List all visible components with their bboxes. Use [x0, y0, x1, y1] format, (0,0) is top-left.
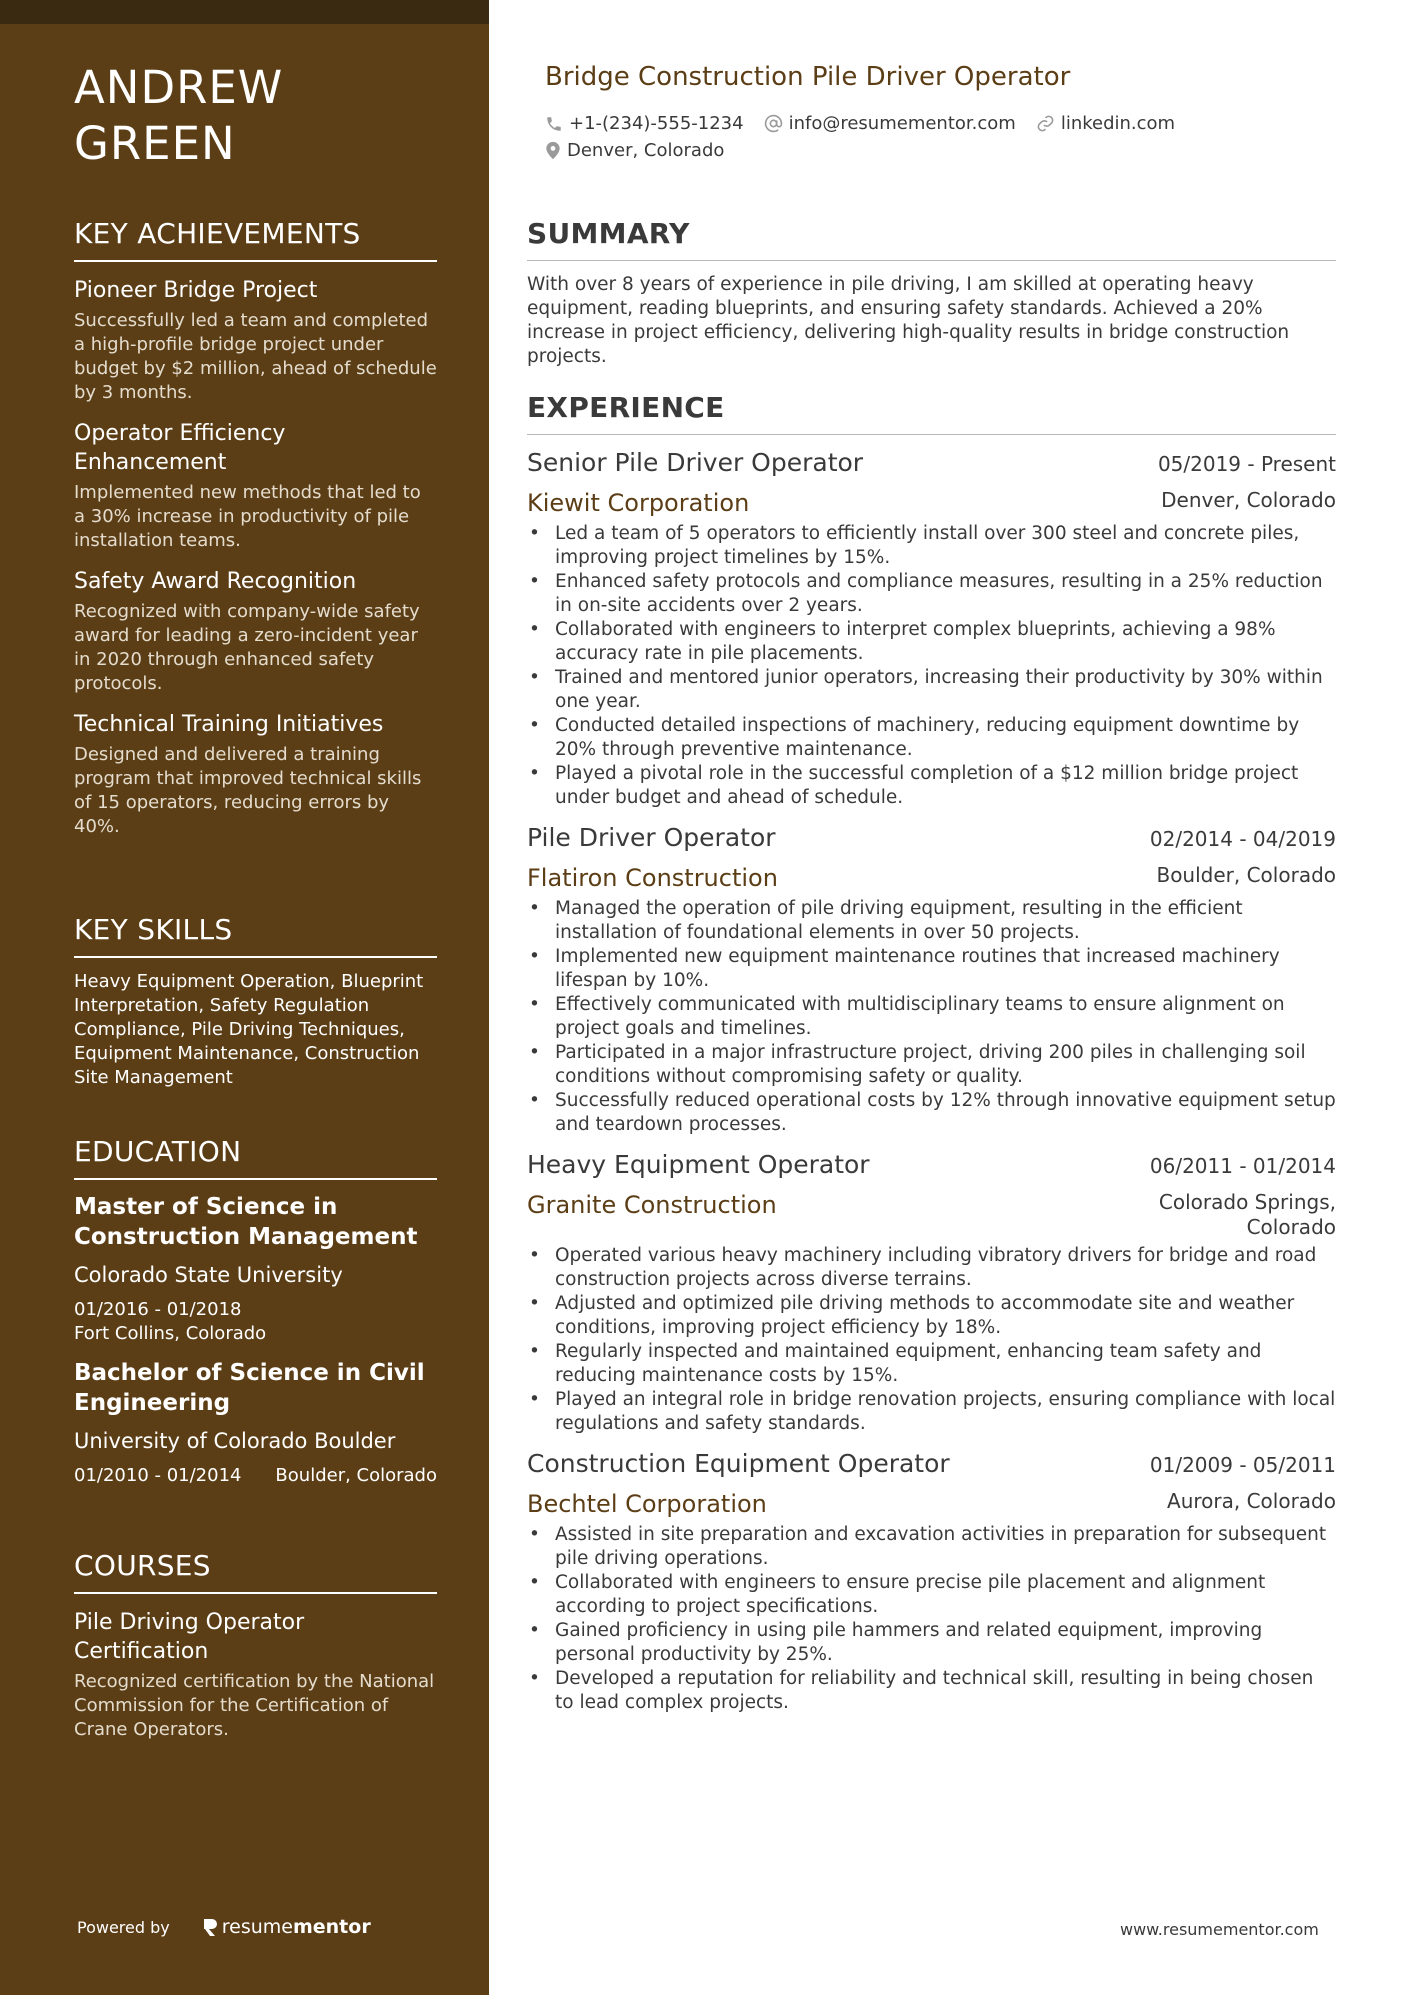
- job-company: Bechtel Corporation: [527, 1490, 767, 1518]
- job-bullets: [527, 897, 1336, 1137]
- experience-section: [527, 390, 1336, 1715]
- job-entry: [527, 1149, 1336, 1436]
- job-location: Colorado Springs, Colorado: [1158, 1190, 1336, 1239]
- achievement-title: Safety Award Recognition: [74, 569, 357, 594]
- job-role: Pile Driver Operator: [527, 823, 776, 852]
- job-bullet: • Played a pivotal role in the successful completion of a $12 million bridge project under budget and ahead of schedule.: [527, 762, 1336, 810]
- job-bullets: [527, 522, 1336, 810]
- job-bullets: [527, 1523, 1336, 1715]
- education-section: [74, 1134, 437, 1488]
- achievement-title: Operator Efficiency Enhancement: [74, 421, 286, 475]
- job-bullet: • Assisted in site preparation and excavation activities in preparation for subsequent pile driving operations.: [527, 1523, 1336, 1571]
- summary-section: [527, 216, 1336, 369]
- job-bullet: • Effectively communicated with multidisciplinary teams to ensure alignment on project goals and timelines.: [527, 993, 1336, 1041]
- achievement-item: [74, 276, 437, 405]
- skills-list: Heavy Equipment Operation, Blueprint Interpretation, Safety Regulation Compliance, Pile Driving Techniques, Equipment Maintenance, Construction Site Management: [74, 971, 424, 1088]
- education-location: Fort Collins, Colorado: [74, 1323, 267, 1344]
- phone-icon: [545, 115, 563, 133]
- job-dates: 06/2011 - 01/2014: [1149, 1154, 1336, 1178]
- job-role: Senior Pile Driver Operator: [527, 448, 864, 477]
- education-item: [74, 1192, 437, 1346]
- job-location: Denver, Colorado: [1161, 488, 1336, 512]
- education-dates: 01/2016 - 01/2018: [74, 1299, 242, 1320]
- achievement-description: Designed and delivered a training program that improved technical skills of 15 operators, reducing errors by 40%.: [74, 744, 422, 837]
- job-company: Flatiron Construction: [527, 864, 778, 892]
- education-meta: [74, 1464, 437, 1488]
- education-degree: Master of Science in Construction Management: [74, 1194, 418, 1250]
- job-bullet: • Played an integral role in bridge renovation projects, ensuring compliance with local regulations and safety standards.: [527, 1388, 1336, 1436]
- sidebar-top-bar: [0, 0, 489, 24]
- achievement-item: [74, 419, 437, 553]
- location-text: Denver, Colorado: [567, 140, 725, 161]
- education-heading: EDUCATION: [74, 1134, 437, 1180]
- job-subheader: [527, 863, 1336, 893]
- education-location: Boulder, Colorado: [275, 1465, 437, 1486]
- job-bullet: • Implemented new equipment maintenance routines that increased machinery lifespan by 10%.: [527, 945, 1336, 993]
- courses-section: [74, 1548, 437, 1742]
- achievements-section: [74, 216, 437, 839]
- achievement-description: Recognized with company-wide safety award for leading a zero-incident year in 2020 through enhanced safety protocols.: [74, 601, 420, 694]
- powered-by-label: Powered by: [77, 1917, 170, 1937]
- job-bullet: • Gained proficiency in using pile hammers and related equipment, improving personal productivity by 25%.: [527, 1619, 1336, 1667]
- job-dates: 02/2014 - 04/2019: [1149, 827, 1336, 851]
- brand-name-bold: mentor: [292, 1916, 371, 1938]
- job-company: Kiewit Corporation: [527, 489, 750, 517]
- job-dates: 05/2019 - Present: [1157, 452, 1336, 476]
- education-school: University of Colorado Boulder: [74, 1429, 396, 1453]
- job-bullet: • Operated various heavy machinery including vibratory drivers for bridge and road construction projects across diverse terrains.: [527, 1244, 1336, 1292]
- link-icon: [1036, 114, 1055, 133]
- job-bullet: • Adjusted and optimized pile driving methods to accommodate site and weather conditions, improving project efficiency by 18%.: [527, 1292, 1336, 1340]
- courses-heading: COURSES: [74, 1548, 437, 1594]
- job-bullet: • Collaborated with engineers to ensure precise pile placement and alignment according to project specifications.: [527, 1571, 1336, 1619]
- contact-location: [545, 140, 724, 161]
- education-item: [74, 1358, 437, 1488]
- linkedin-text: linkedin.com: [1060, 113, 1176, 134]
- contact-email[interactable]: [764, 113, 1016, 134]
- job-entry: [527, 447, 1336, 810]
- brand-name-regular: resume: [221, 1916, 293, 1938]
- achievements-heading: KEY ACHIEVEMENTS: [74, 216, 437, 262]
- education-degree: Bachelor of Science in Civil Engineering: [74, 1360, 425, 1416]
- job-bullet: • Regularly inspected and maintained equipment, enhancing team safety and reducing maintenance costs by 15%.: [527, 1340, 1336, 1388]
- job-role: Construction Equipment Operator: [527, 1449, 950, 1478]
- job-bullet: • Led a team of 5 operators to efficiently install over 300 steel and concrete piles, improving project timelines by 15%.: [527, 522, 1336, 570]
- course-title: Pile Driving Operator Certification: [74, 1610, 305, 1664]
- job-role: Heavy Equipment Operator: [527, 1150, 870, 1179]
- job-bullet: • Conducted detailed inspections of machinery, reducing equipment downtime by 20% through preventive maintenance.: [527, 714, 1336, 762]
- experience-heading: EXPERIENCE: [527, 390, 1336, 435]
- job-dates: 01/2009 - 05/2011: [1149, 1453, 1336, 1477]
- achievement-title: Technical Training Initiatives: [74, 712, 384, 737]
- job-bullet: • Participated in a major infrastructure project, driving 200 piles in challenging soil conditions without compromising safety or quality.: [527, 1041, 1336, 1089]
- sidebar: [0, 0, 489, 1995]
- contact-linkedin[interactable]: [1036, 113, 1175, 134]
- education-dates: 01/2010 - 01/2014: [74, 1465, 242, 1486]
- course-item: [74, 1608, 437, 1742]
- job-bullet: • Trained and mentored junior operators, increasing their productivity by 30% within one year.: [527, 666, 1336, 714]
- contact-row-1: [545, 113, 1195, 134]
- job-bullet: • Managed the operation of pile driving equipment, resulting in the efficient installation of foundational elements in over 50 projects.: [527, 897, 1336, 945]
- phone-text: +1-(234)-555-1234: [569, 113, 744, 134]
- powered-by: [77, 1916, 371, 1938]
- job-header: [527, 1448, 1336, 1481]
- job-location: Boulder, Colorado: [1156, 863, 1336, 887]
- candidate-name: ANDREW GREEN: [74, 61, 284, 170]
- map-pin-icon: [545, 141, 561, 160]
- resumementor-logo-icon: [202, 1917, 218, 1937]
- job-subheader: [527, 488, 1336, 518]
- achievement-title: Pioneer Bridge Project: [74, 278, 318, 303]
- contact-row-2: [545, 140, 744, 161]
- job-subheader: [527, 1190, 1336, 1240]
- job-entry: [527, 822, 1336, 1137]
- at-sign-icon: [764, 114, 783, 133]
- achievement-description: Implemented new methods that led to a 30% increase in productivity of pile installation teams.: [74, 482, 421, 551]
- resumementor-logo[interactable]: [202, 1916, 371, 1938]
- summary-text: With over 8 years of experience in pile driving, I am skilled at operating heavy equipment, reading blueprints, and ensuring safety standards. Achieved a 20% increase in project efficiency, delivering high-quality results in bridge construction projects.: [527, 274, 1290, 367]
- job-location: Aurora, Colorado: [1167, 1489, 1336, 1513]
- education-school: Colorado State University: [74, 1263, 343, 1287]
- job-bullets: [527, 1244, 1336, 1436]
- achievement-item: [74, 567, 437, 696]
- skills-heading: KEY SKILLS: [74, 912, 437, 958]
- skills-section: [74, 912, 437, 1090]
- footer-website-link[interactable]: www.resumementor.com: [1120, 1920, 1319, 1939]
- job-bullet: • Successfully reduced operational costs by 12% through innovative equipment setup and teardown processes.: [527, 1089, 1336, 1137]
- contact-phone[interactable]: [545, 113, 744, 134]
- achievement-description: Successfully led a team and completed a high-profile bridge project under budget by $2 million, ahead of schedule by 3 months.: [74, 310, 437, 403]
- job-entry: [527, 1448, 1336, 1715]
- email-text: info@resumementor.com: [788, 113, 1016, 134]
- job-company: Granite Construction: [527, 1191, 777, 1219]
- job-bullet: • Enhanced safety protocols and compliance measures, resulting in a 25% reduction in on-site accidents over 2 years.: [527, 570, 1336, 618]
- job-header: [527, 447, 1336, 480]
- achievement-item: [74, 710, 437, 839]
- education-meta: [74, 1298, 437, 1346]
- job-header: [527, 1149, 1336, 1182]
- job-bullet: • Collaborated with engineers to interpret complex blueprints, achieving a 98% accuracy rate in pile placements.: [527, 618, 1336, 666]
- course-description: Recognized certification by the National Commission for the Certification of Crane Operators.: [74, 1671, 435, 1740]
- target-job-title: Bridge Construction Pile Driver Operator: [545, 62, 1071, 92]
- job-bullet: • Developed a reputation for reliability and technical skill, resulting in being chosen to lead complex projects.: [527, 1667, 1336, 1715]
- summary-heading: SUMMARY: [527, 216, 1336, 261]
- job-header: [527, 822, 1336, 855]
- job-subheader: [527, 1489, 1336, 1519]
